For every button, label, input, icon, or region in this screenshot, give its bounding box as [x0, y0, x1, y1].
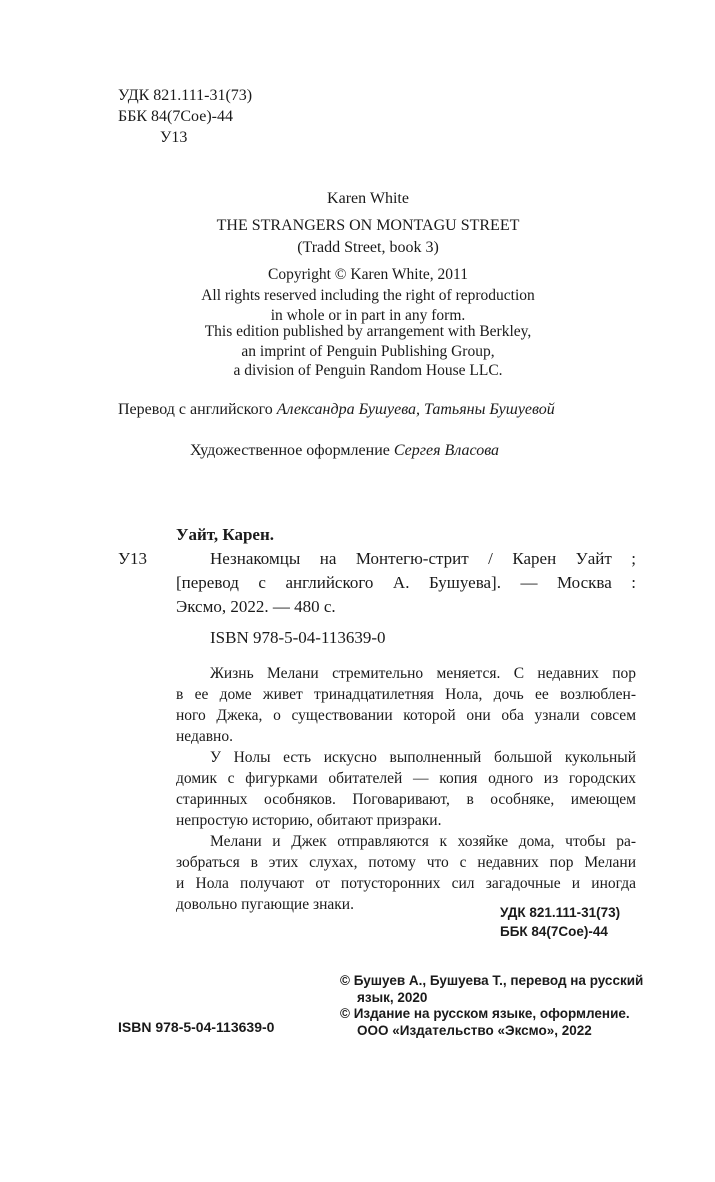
- annotation-line: У Нолы есть искусно выполненный большой кукольный: [210, 749, 636, 766]
- translation-label: Перевод с английского: [118, 401, 273, 418]
- annotation-line: довольно пугающие знаки.: [176, 896, 354, 913]
- copyright-line: This edition published by arrangement with Berkley,: [204, 323, 532, 340]
- bib-mark: У13: [118, 549, 148, 568]
- annotation-line: недавно.: [176, 728, 233, 745]
- bib-heading: Уайт, Карен.: [176, 525, 274, 544]
- bbk-code-top: ББК 84(7Сое)-44: [118, 108, 233, 125]
- translator-names: Александра Бушуева, Татьяны Бушуевой: [276, 401, 555, 418]
- copyright-publisher: ООО «Издательство «Эксмо», 2022: [357, 1023, 592, 1038]
- annotation-line: домик с фигурками обитателей — копия одного из городских: [176, 770, 636, 787]
- bib-line: Эксмо, 2022. — 480 с.: [176, 597, 336, 616]
- copyright-line: in whole or in part in any form.: [270, 307, 466, 324]
- copyright-line: All rights reserved including the right of reproduction: [201, 287, 535, 304]
- annotation-line: и Нола получают от потусторонних сил загадочные и иногда: [176, 875, 636, 892]
- annotation-line: непростую историю, обитают призраки.: [176, 812, 442, 829]
- bib-line: [перевод с английского А. Бушуева]. — Москва :: [176, 573, 636, 592]
- translation-credit: [118, 399, 555, 421]
- copyright-line: a division of Penguin Random House LLC.: [233, 362, 503, 379]
- original-author: Karen White: [327, 190, 409, 207]
- annotation-line: ного Джека, о существовании которой они оба узнали совсем: [176, 707, 636, 724]
- design-credit: [190, 440, 499, 462]
- annotation-line: Жизнь Мелани стремительно меняется. С недавних пор: [210, 665, 636, 682]
- bib-line: Незнакомцы на Монтегю-стрит / Карен Уайт ;: [210, 549, 636, 568]
- copyright-line: Copyright © Karen White, 2011: [268, 266, 468, 283]
- udk-code-bottom: УДК 821.111-31(73): [500, 905, 621, 920]
- isbn-bottom: ISBN 978-5-04-113639-0: [118, 1019, 275, 1035]
- annotation-line: зобраться в этих слухах, потому что с недавних пор Мелани: [176, 854, 636, 871]
- copyright-translation: © Бушуев А., Бушуева Т., перевод на русский: [340, 973, 644, 988]
- original-series: (Tradd Street, book 3): [297, 239, 439, 256]
- original-title: THE STRANGERS ON MONTAGU STREET: [216, 217, 520, 234]
- bbk-code-bottom: ББК 84(7Сое)-44: [500, 924, 608, 939]
- annotation-line: Мелани и Джек отправляются к хозяйке дома, чтобы ра-: [210, 833, 636, 850]
- annotation-line: старинных особняков. Поговаривают, в особняке, имеющем: [176, 791, 636, 808]
- udk-code-top: УДК 821.111-31(73): [118, 87, 253, 104]
- copyright-edition: © Издание на русском языке, оформление.: [340, 1006, 630, 1021]
- copyright-translation-cont: язык, 2020: [357, 990, 428, 1005]
- design-label: Художественное оформление: [190, 442, 390, 459]
- author-mark-top: У13: [160, 129, 188, 146]
- annotation-line: в ее доме живет тринадцатилетняя Нола, дочь ее возлюблен-: [176, 686, 636, 703]
- copyright-line: an imprint of Penguin Publishing Group,: [241, 343, 495, 360]
- bib-isbn: ISBN 978-5-04-113639-0: [210, 628, 386, 647]
- designer-name: Сергея Власова: [393, 442, 500, 459]
